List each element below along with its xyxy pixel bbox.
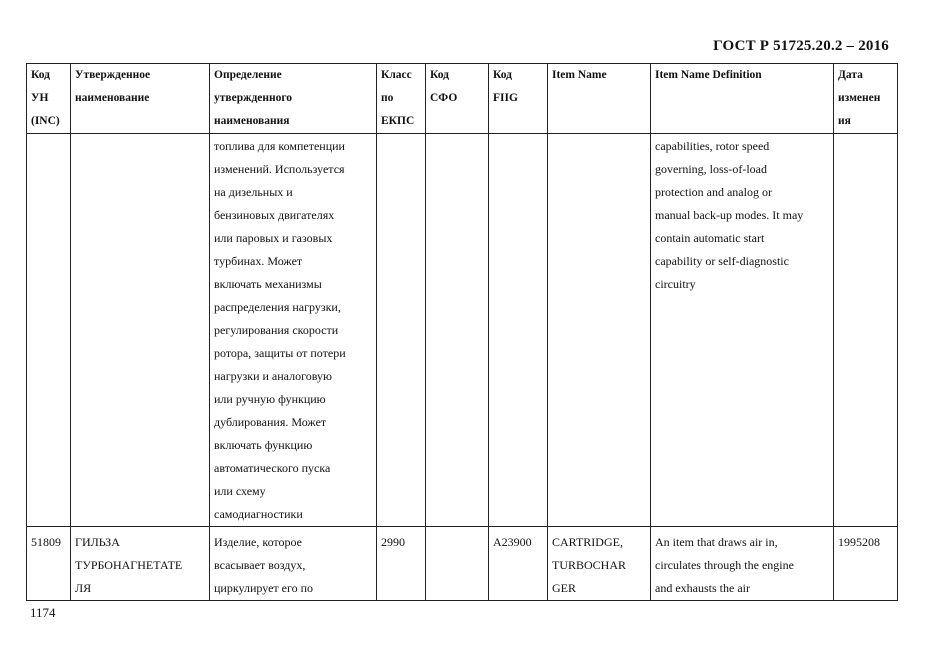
cell-inc: 51809 [27, 527, 71, 601]
table-row [27, 134, 898, 527]
header-item-name: Item Name [548, 64, 651, 134]
cell-item-name: CARTRIDGE, TURBOCHAR GER [548, 527, 651, 601]
page-number: 1174 [30, 605, 56, 620]
header-change-date: Дата изменен ия [834, 64, 898, 134]
cell-fiig-code: A23900 [489, 527, 548, 601]
header-inc: Код УН (INC) [27, 64, 71, 134]
header-fiig-code: Код FIIG [489, 64, 548, 134]
cell-change-date: 1995208 [834, 527, 898, 601]
cell-item-name-definition: An item that draws air in, circulates through the engine and exhausts the air [651, 527, 834, 601]
cell-ekps-class [377, 134, 426, 527]
cell-definition: Изделие, которое всасывает воздух, циркулирует его по [210, 527, 377, 601]
header-definition: Определение утвержденного наименования [210, 64, 377, 134]
header-sfo-code: Код СФО [426, 64, 489, 134]
table-row [27, 527, 898, 601]
header-approved-name: Утвержденное наименование [71, 64, 210, 134]
cell-change-date [834, 134, 898, 527]
header-item-name-definition: Item Name Definition [651, 64, 834, 134]
cell-definition: топлива для компетенции изменений. Используется на дизельных и бензиновых двигателях или паровых и газовых турбинах. Может включать механизмы распределения нагрузки, регулирования скорости ротора, защиты от потери нагрузки и аналоговую или ручную функцию дублирования. Может включать функцию автоматического пуска или схему самодиагностики [210, 134, 377, 527]
table-header-row [27, 64, 898, 134]
cell-inc [27, 134, 71, 527]
cell-sfo-code [426, 527, 489, 601]
cell-item-name [548, 134, 651, 527]
cell-ekps-class: 2990 [377, 527, 426, 601]
cell-item-name-definition: capabilities, rotor speed governing, loss-of-load protection and analog or manual back-up modes. It may contain automatic start capability or self-diagnostic circuitry [651, 134, 834, 527]
header-ekps-class: Класс по ЕКПС [377, 64, 426, 134]
document-title: ГОСТ Р 51725.20.2 – 2016 [713, 38, 889, 54]
classification-table [26, 63, 898, 601]
cell-fiig-code [489, 134, 548, 527]
cell-approved-name [71, 134, 210, 527]
cell-sfo-code [426, 134, 489, 527]
cell-approved-name: ГИЛЬЗА ТУРБОНАГНЕТАТЕ ЛЯ [71, 527, 210, 601]
